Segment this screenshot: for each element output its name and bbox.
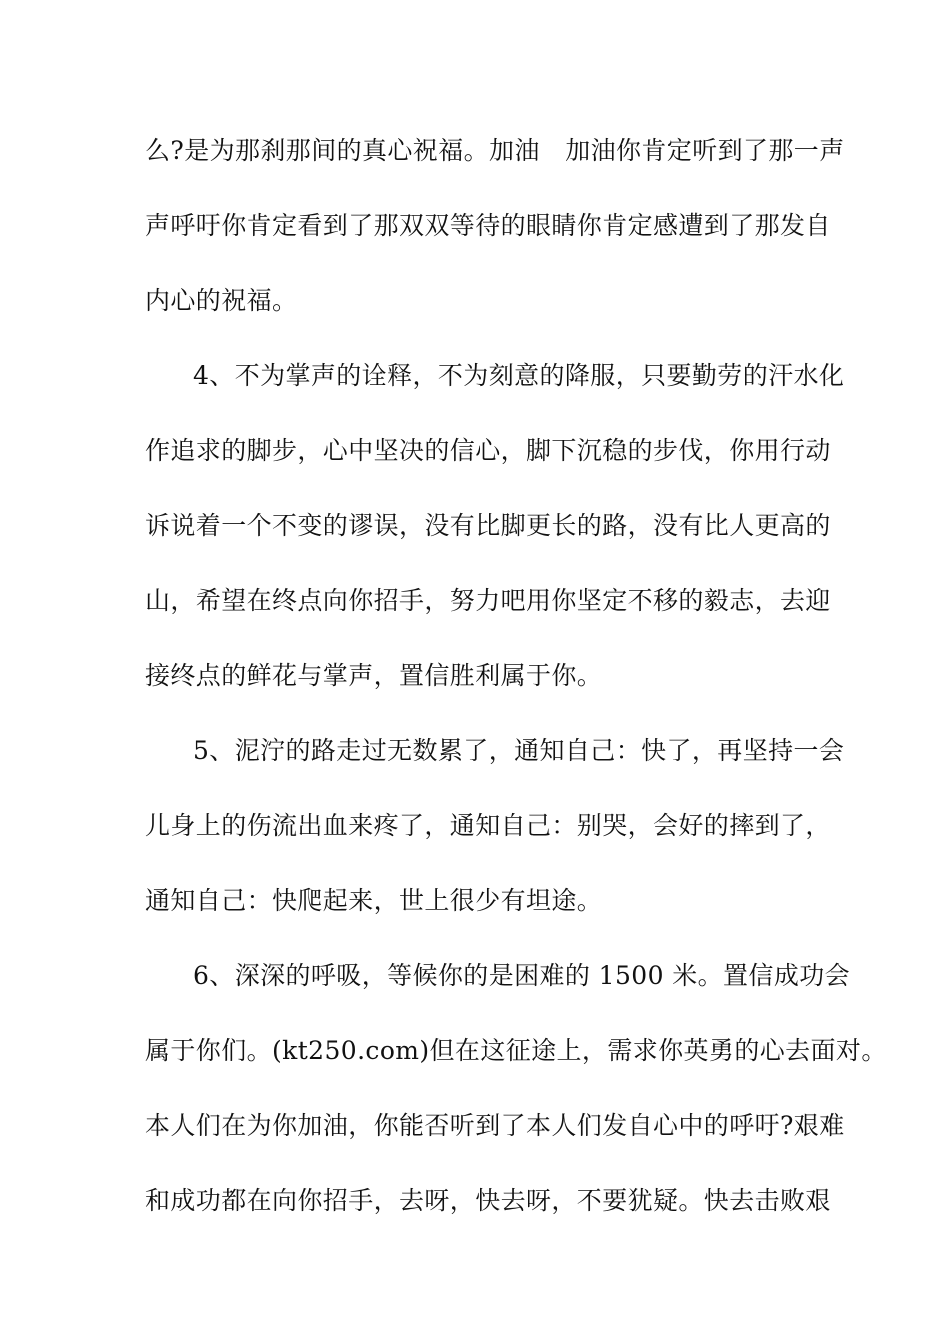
text-line: 本人们在为你加油，你能否听到了本人们发自心中的呼吁?艰难 [145, 1111, 845, 1140]
text-line: 和成功都在向你招手，去呀，快去呀，不要犹疑。快去击败艰 [145, 1186, 831, 1215]
paragraph-5-start: 5、泥泞的路走过无数累了，通知自己：快了，再坚持一会 [193, 736, 845, 765]
text-line: 诉说着一个不变的谬误，没有比脚更长的路，没有比人更高的 [145, 511, 831, 540]
text-line: 属于你们。(kt250.com)但在这征途上，需求你英勇的心去面对。 [145, 1036, 887, 1065]
text-line: 儿身上的伤流出血来疼了，通知自己：别哭，会好的摔到了， [145, 811, 831, 840]
text-line: 山，希望在终点向你招手，努力吧用你坚定不移的毅志，去迎 [145, 586, 831, 615]
paragraph-4-start: 4、不为掌声的诠释，不为刻意的降服，只要勤劳的汗水化 [193, 361, 845, 390]
text-line: 声呼吁你肯定看到了那双双等待的眼睛你肯定感遭到了那发自 [145, 211, 831, 240]
text-line: 么?是为那刹那间的真心祝福。加油 加油你肯定听到了那一声 [145, 136, 845, 165]
text-line: 接终点的鲜花与掌声，置信胜利属于你。 [145, 661, 603, 690]
text-line: 通知自己：快爬起来，世上很少有坦途。 [145, 886, 603, 915]
text-line: 内心的祝福。 [145, 286, 298, 315]
document-body [145, 132, 887, 1257]
text-line: 作追求的脚步，心中坚决的信心，脚下沉稳的步伐，你用行动 [145, 436, 831, 465]
paragraph-6-start: 6、深深的呼吸，等候你的是困难的 1500 米。置信成功会 [193, 961, 851, 990]
